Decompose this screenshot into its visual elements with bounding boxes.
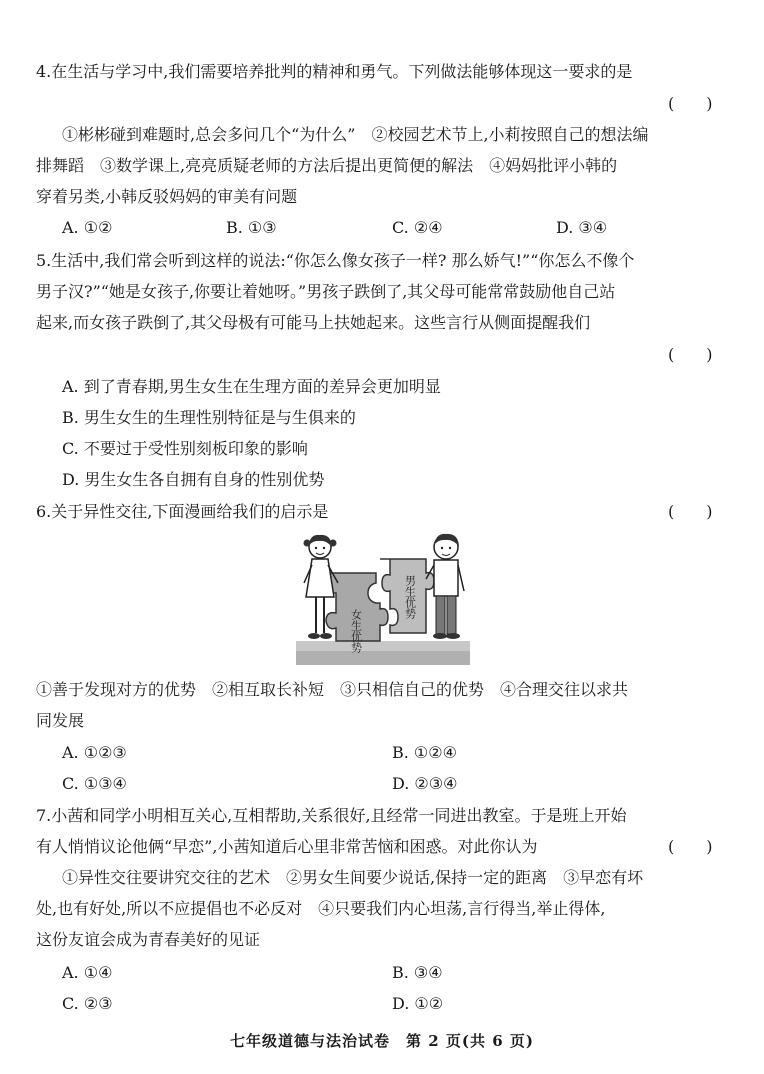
q4-option-c: C. ②④	[392, 218, 443, 237]
q6-stem: 6.关于异性交往,下面漫画给我们的启示是	[36, 502, 329, 521]
q5-stem-line-2: 男子汉?”“她是女孩子,你要让着她呀。”男孩子跌倒了,其父母可能常常鼓励他自己站	[36, 282, 616, 301]
girl-piece-label: 女生优势	[349, 609, 363, 653]
q7-option-c: C. ②③	[62, 994, 113, 1013]
q7-item-line-3: 这份友谊会成为青春美好的见证	[36, 930, 261, 949]
q5-option-d: D. 男生女生各自拥有自身的性别优势	[62, 470, 325, 489]
q5-answer-paren: ( )	[668, 345, 713, 364]
q7-item-line-1: ①异性交往要讲究交往的艺术 ②男女生间要少说话,保持一定的距离 ③早恋有坏	[62, 868, 644, 887]
q4-item-line-3: 穿着另类,小韩反驳妈妈的审美有问题	[36, 187, 298, 206]
q5-option-a: A. 到了青春期,男生女生在生理方面的差异会更加明显	[62, 377, 441, 396]
q7-option-d: D. ①②	[392, 994, 444, 1013]
q6-option-a: A. ①②③	[62, 743, 127, 762]
q7-option-a: A. ①④	[62, 963, 113, 982]
q4-item-line-2: 排舞蹈 ③数学课上,亮亮质疑老师的方法后提出更简便的解法 ④妈妈批评小韩的	[36, 156, 618, 175]
q5-option-c: C. 不要过于受性别刻板印象的影响	[62, 439, 308, 458]
q4-stem: 4.在生活与学习中,我们需要培养批判的精神和勇气。下列做法能够体现这一要求的是	[36, 62, 633, 81]
q7-stem-line-2: 有人悄悄议论他俩“早恋”,小茜知道后心里非常苦恼和困惑。对此你认为	[36, 837, 538, 856]
q4-option-d: D. ③④	[556, 218, 608, 237]
q7-option-b: B. ③④	[392, 963, 443, 982]
q4-option-a: A. ①②	[62, 218, 113, 237]
q6-option-c: C. ①③④	[62, 774, 127, 793]
q4-answer-paren: ( )	[668, 94, 713, 113]
q7-stem-line-1: 7.小茜和同学小明相互关心,互相帮助,关系很好,且经常一同进出教室。于是班上开始	[36, 806, 627, 825]
puzzle-cartoon	[296, 533, 470, 665]
q6-answer-paren: ( )	[668, 502, 713, 521]
q6-option-b: B. ①②④	[392, 743, 457, 762]
q5-stem-line-3: 起来,而女孩子跌倒了,其父母极有可能马上扶她起来。这些言行从侧面提醒我们	[36, 313, 591, 332]
q4-option-b: B. ①③	[226, 218, 277, 237]
q6-option-d: D. ②③④	[392, 774, 458, 793]
q7-answer-paren: ( )	[668, 837, 713, 856]
q4-item-line-1: ①彬彬碰到难题时,总会多问几个“为什么” ②校园艺术节上,小莉按照自己的想法编	[62, 125, 649, 144]
boy-piece-label: 男生优势	[403, 575, 417, 619]
q6-item-line-2: 同发展	[36, 711, 85, 730]
page-footer: 七年级道德与法治试卷 第 2 页(共 6 页)	[230, 1032, 534, 1050]
q5-option-b: B. 男生女生的生理性别特征是与生俱来的	[62, 408, 356, 427]
q6-item-line-1: ①善于发现对方的优势 ②相互取长补短 ③只相信自己的优势 ④合理交往以求共	[36, 680, 629, 699]
q5-stem-line-1: 5.生活中,我们常会听到这样的说法:“你怎么像女孩子一样? 那么娇气!”“你怎么不像个	[36, 251, 635, 270]
q7-item-line-2: 处,也有好处,所以不应提倡也不必反对 ④只要我们内心坦荡,言行得当,举止得体,	[36, 899, 606, 918]
